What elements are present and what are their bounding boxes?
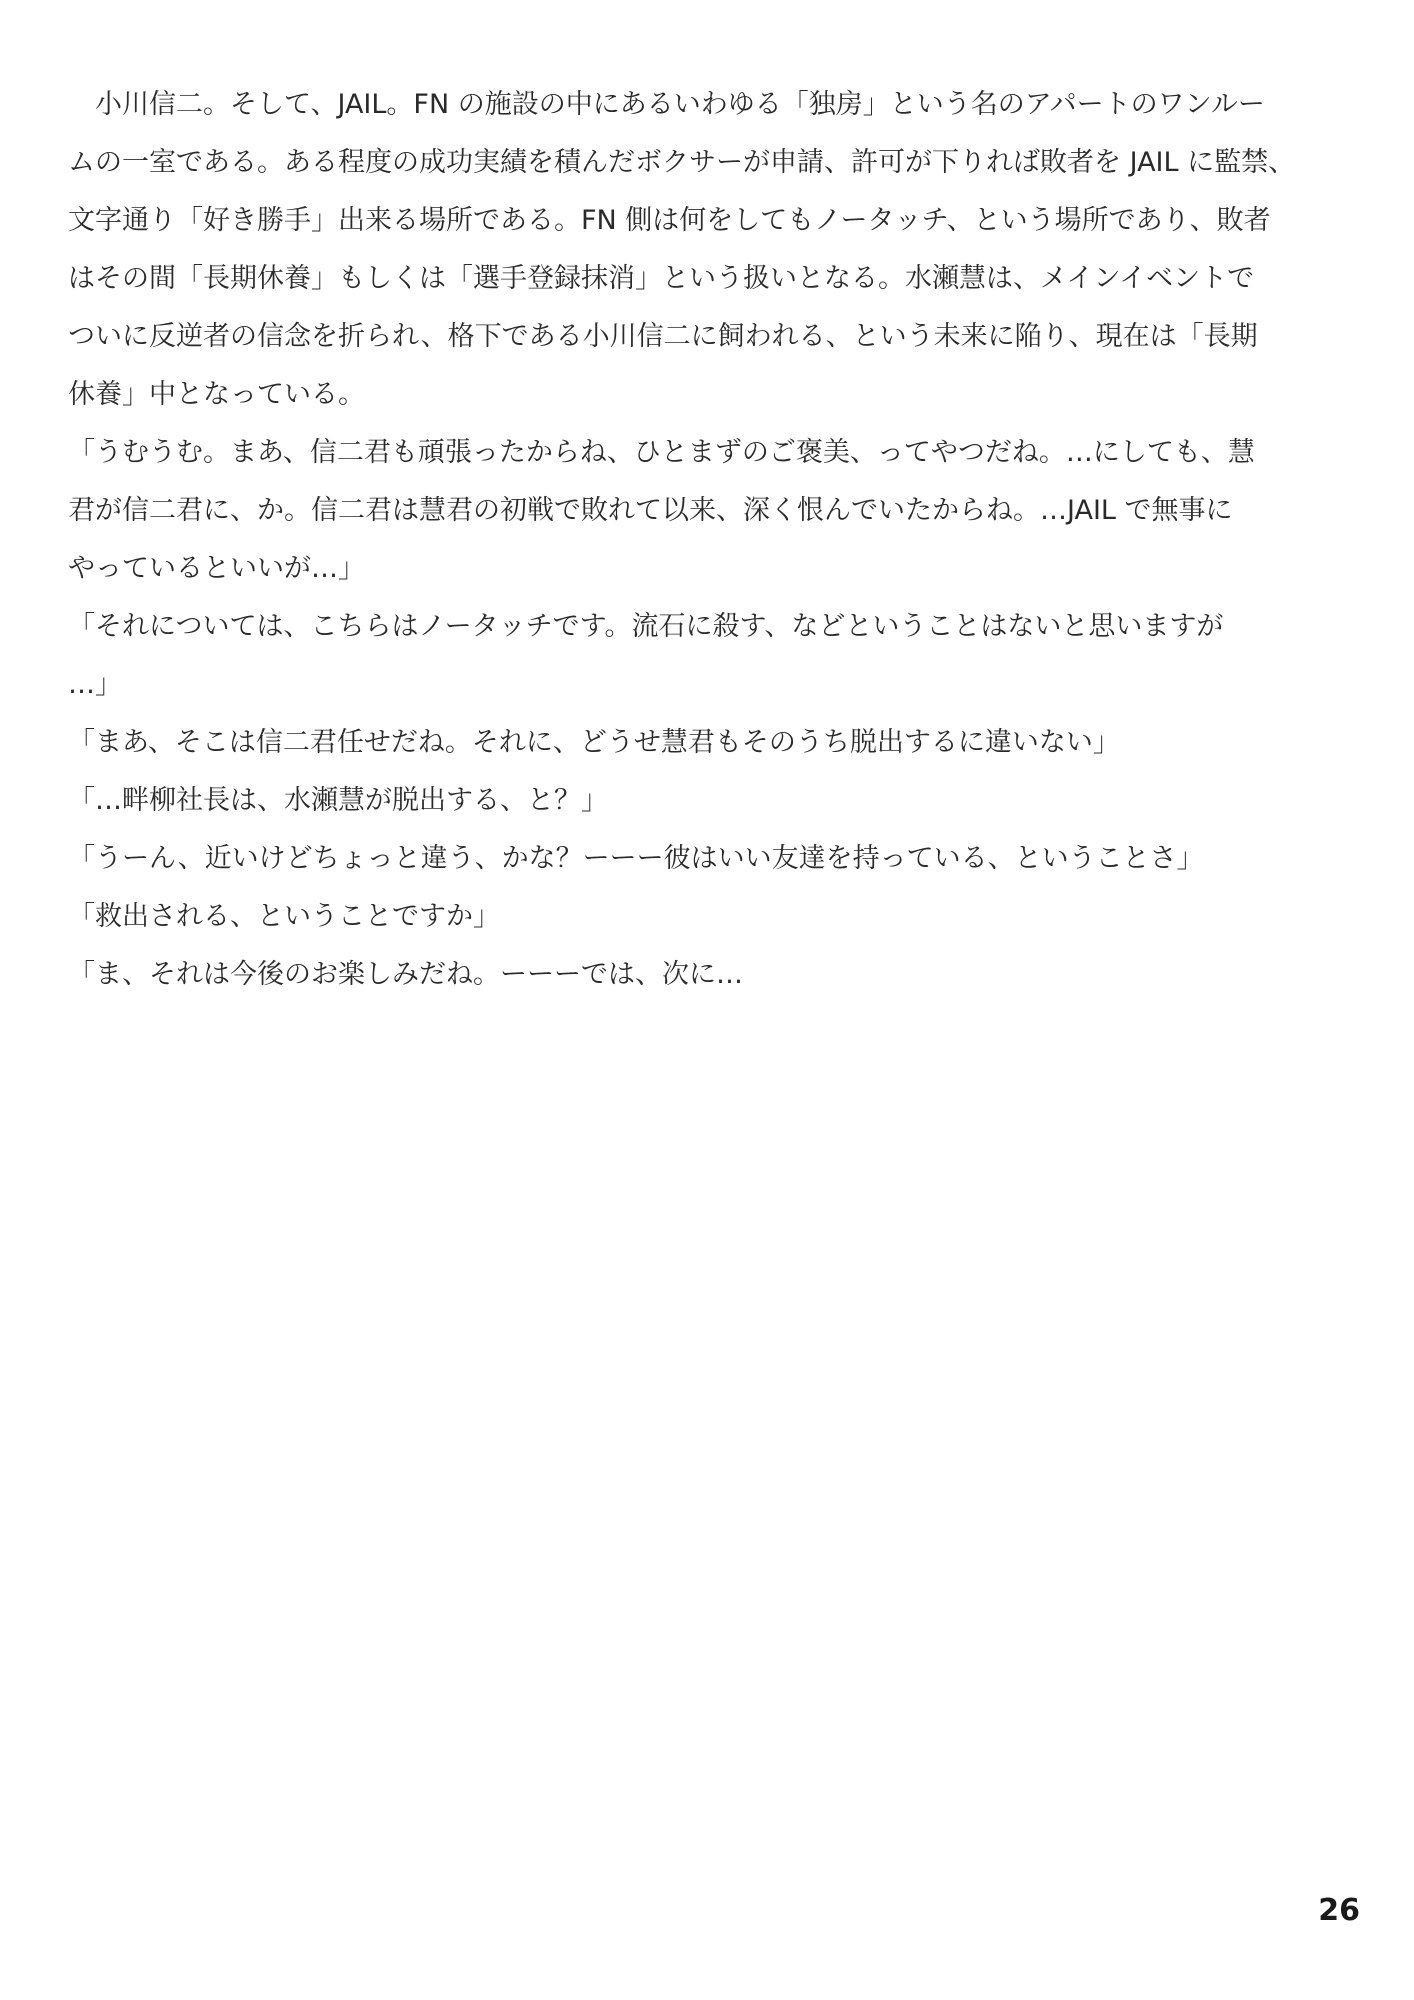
text-line: ムの一室である。ある程度の成功実績を積んだボクサーが申請、許可が下りれば敗者を JAIL に監禁、 xyxy=(68,147,1296,178)
dialogue-line: 「まあ、そこは信二君任せだね。それに、どうせ慧君もそのうち脱出するに違いない」 xyxy=(68,727,1120,758)
dialogue-line: 「それについては、こちらはノータッチです。流石に殺す、などということはないと思いますが xyxy=(68,611,1224,642)
dialogue-line: 「うむうむ。まあ、信二君も頑張ったからね、ひとまずのご褒美、ってやつだね。…にしても、慧 xyxy=(68,437,1255,468)
text-line: 休養」中となっている。 xyxy=(68,379,365,410)
dialogue-line: 君が信二君に、か。信二君は慧君の初戦で敗れて以来、深く恨んでいたからね。…JAIL で無事に xyxy=(68,495,1233,526)
dialogue-line: …」 xyxy=(68,669,122,700)
text-line: 文字通り「好き勝手」出来る場所である。FN 側は何をしてもノータッチ、という場所であり、敗者 xyxy=(68,205,1271,236)
text-line: 小川信二。そして、JAIL。FN の施設の中にあるいわゆる「独房」という名のアパートのワンルー xyxy=(68,89,1265,120)
dialogue-line: 「ま、それは今後のお楽しみだね。ーーーでは、次に… xyxy=(68,959,743,990)
dialogue-line: やっているといいが…」 xyxy=(68,553,365,584)
dialogue-line: 「救出される、ということですか」 xyxy=(68,901,500,932)
text-line: はその間「長期休養」もしくは「選手登録抹消」という扱いとなる。水瀬慧は、メインイベントで xyxy=(68,263,1255,294)
page-number: 26 xyxy=(1318,1893,1360,1928)
body-text xyxy=(68,76,1358,1004)
dialogue-line: 「うーん、近いけどちょっと違う、かな？ーーー彼はいい友達を持っている、ということさ」 xyxy=(68,843,1204,874)
dialogue-line: 「…畔柳社長は、水瀬慧が脱出する、と？」 xyxy=(68,785,608,816)
text-line: ついに反逆者の信念を折られ、格下である小川信二に飼われる、という未来に陥り、現在は「長期 xyxy=(68,321,1258,352)
